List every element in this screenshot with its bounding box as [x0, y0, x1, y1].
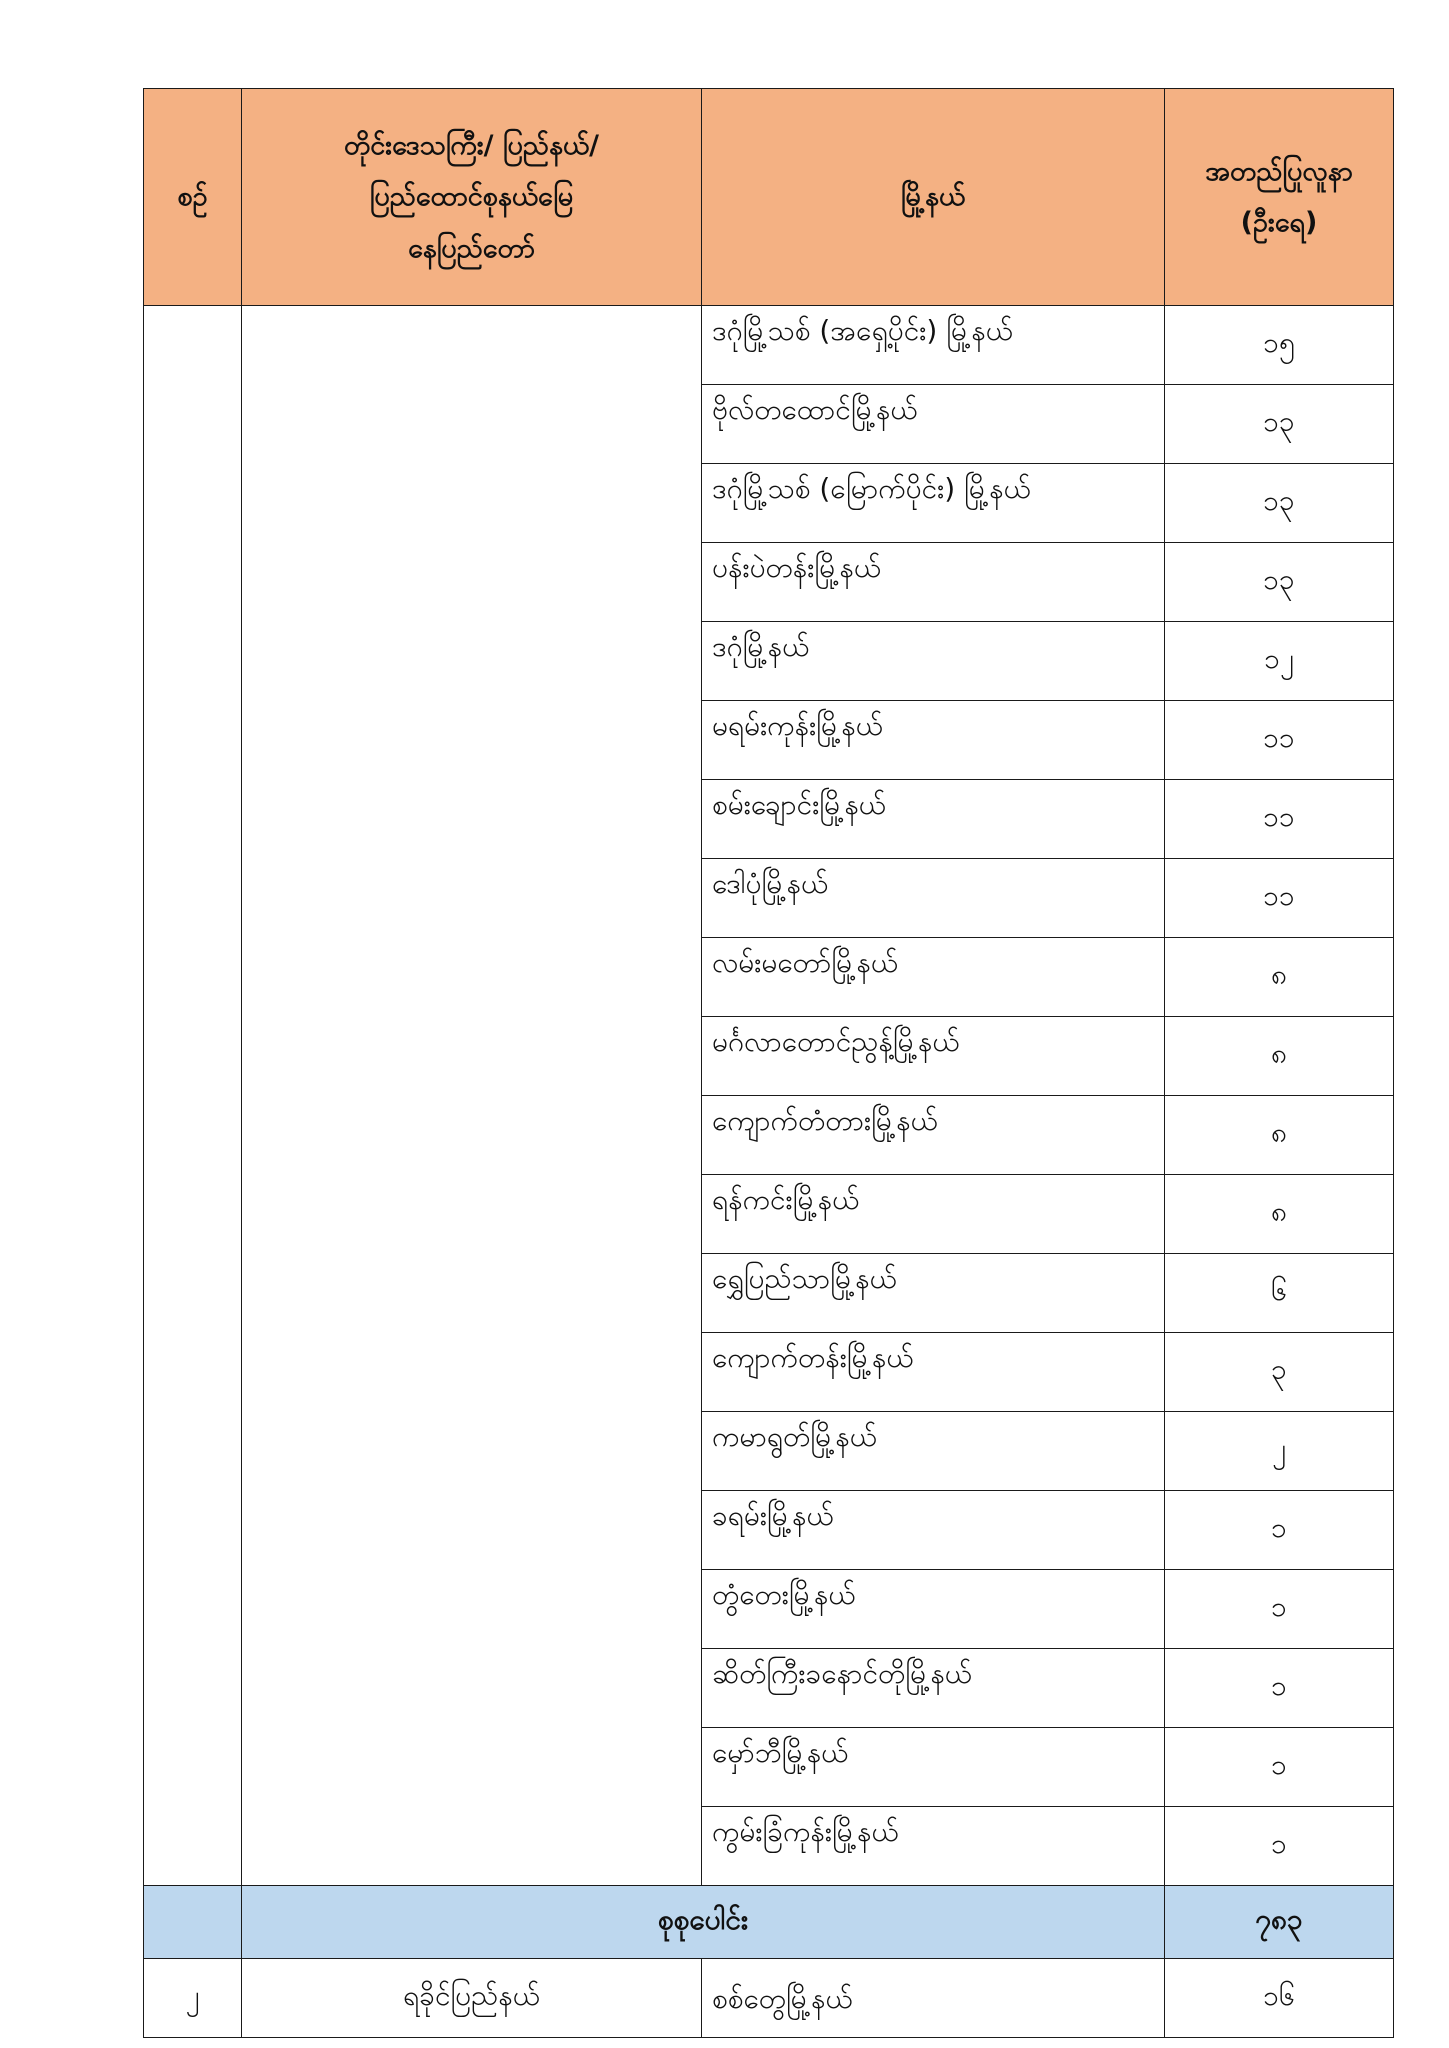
header-region-line: တိုင်းဒေသကြီး/ ပြည်နယ်/	[343, 130, 600, 162]
header-count-line: အတည်ပြုလူနာ	[1205, 155, 1353, 187]
count-cell: ၁၁	[1165, 859, 1394, 938]
serial-cell-empty	[144, 306, 242, 1886]
township-cell: ဒဂုံမြို့သစ် (အရှေ့ပိုင်း) မြို့နယ်	[702, 306, 1165, 385]
township-cell: မရမ်းကုန်းမြို့နယ်	[702, 701, 1165, 780]
township-cell: ကျောက်တန်းမြို့နယ်	[702, 1333, 1165, 1412]
township-cell: စစ်တွေမြို့နယ်	[702, 1959, 1165, 2038]
header-row	[144, 89, 1394, 306]
count-cell: ၃	[1165, 1333, 1394, 1412]
township-cell: မှော်ဘီမြို့နယ်	[702, 1728, 1165, 1807]
count-cell: ၁	[1165, 1807, 1394, 1886]
township-cell: ဒေါပုံမြို့နယ်	[702, 859, 1165, 938]
township-cell: ဒဂုံမြို့နယ်	[702, 622, 1165, 701]
township-case-table	[143, 88, 1394, 2038]
township-cell: ဒဂုံမြို့သစ် (မြောက်ပိုင်း) မြို့နယ်	[702, 464, 1165, 543]
total-serial-cell	[144, 1886, 242, 1959]
township-cell: စမ်းချောင်းမြို့နယ်	[702, 780, 1165, 859]
count-cell: ၁၁	[1165, 780, 1394, 859]
header-serial-no: စဉ်	[144, 89, 242, 306]
count-cell: ၁၃	[1165, 543, 1394, 622]
township-cell: ကွမ်းခြံကုန်းမြို့နယ်	[702, 1807, 1165, 1886]
total-count: ၇၈၃	[1165, 1886, 1394, 1959]
count-cell: ၁၆	[1165, 1959, 1394, 2038]
count-cell: ၁	[1165, 1728, 1394, 1807]
count-cell: ၁၂	[1165, 622, 1394, 701]
count-cell: ၁၁	[1165, 701, 1394, 780]
count-cell: ၈	[1165, 1175, 1394, 1254]
header-region-line: ပြည်ထောင်စုနယ်မြေ	[369, 181, 574, 213]
total-label: စုစုပေါင်း	[242, 1886, 1165, 1959]
count-cell: ၁	[1165, 1491, 1394, 1570]
header-region-line: နေပြည်တော်	[408, 232, 535, 264]
serial-no-cell: ၂	[144, 1959, 242, 2038]
total-row	[144, 1886, 1394, 1959]
township-cell: တွံတေးမြို့နယ်	[702, 1570, 1165, 1649]
township-cell: ပန်းပဲတန်းမြို့နယ်	[702, 543, 1165, 622]
count-cell: ၁၃	[1165, 385, 1394, 464]
township-cell: ရွှေပြည်သာမြို့နယ်	[702, 1254, 1165, 1333]
header-count-line: (ဦးရေ)	[1240, 207, 1318, 238]
table-row	[144, 1959, 1394, 2038]
count-cell: ၈	[1165, 1096, 1394, 1175]
township-cell: ကျောက်တံတားမြို့နယ်	[702, 1096, 1165, 1175]
count-cell: ၈	[1165, 1017, 1394, 1096]
township-cell: ကမာရွတ်မြို့နယ်	[702, 1412, 1165, 1491]
count-cell: ၆	[1165, 1254, 1394, 1333]
header-confirmed-count	[1165, 89, 1394, 306]
region-cell: ရခိုင်ပြည်နယ်	[242, 1959, 702, 2038]
region-cell-empty	[242, 306, 702, 1886]
township-cell: ဆိတ်ကြီးခနောင်တိုမြို့နယ်	[702, 1649, 1165, 1728]
header-township: မြို့နယ်	[702, 89, 1165, 306]
count-cell: ၁	[1165, 1570, 1394, 1649]
township-cell: ရန်ကင်းမြို့နယ်	[702, 1175, 1165, 1254]
township-cell: ခရမ်းမြို့နယ်	[702, 1491, 1165, 1570]
count-cell: ၈	[1165, 938, 1394, 1017]
count-cell: ၁၃	[1165, 464, 1394, 543]
count-cell: ၁၅	[1165, 306, 1394, 385]
count-cell: ၁	[1165, 1649, 1394, 1728]
township-cell: မင်္ဂလာတောင်ညွန့်မြို့နယ်	[702, 1017, 1165, 1096]
township-cell: ဗိုလ်တထောင်မြို့နယ်	[702, 385, 1165, 464]
header-region	[242, 89, 702, 306]
count-cell: ၂	[1165, 1412, 1394, 1491]
table-row	[144, 306, 1394, 385]
township-cell: လမ်းမတော်မြို့နယ်	[702, 938, 1165, 1017]
